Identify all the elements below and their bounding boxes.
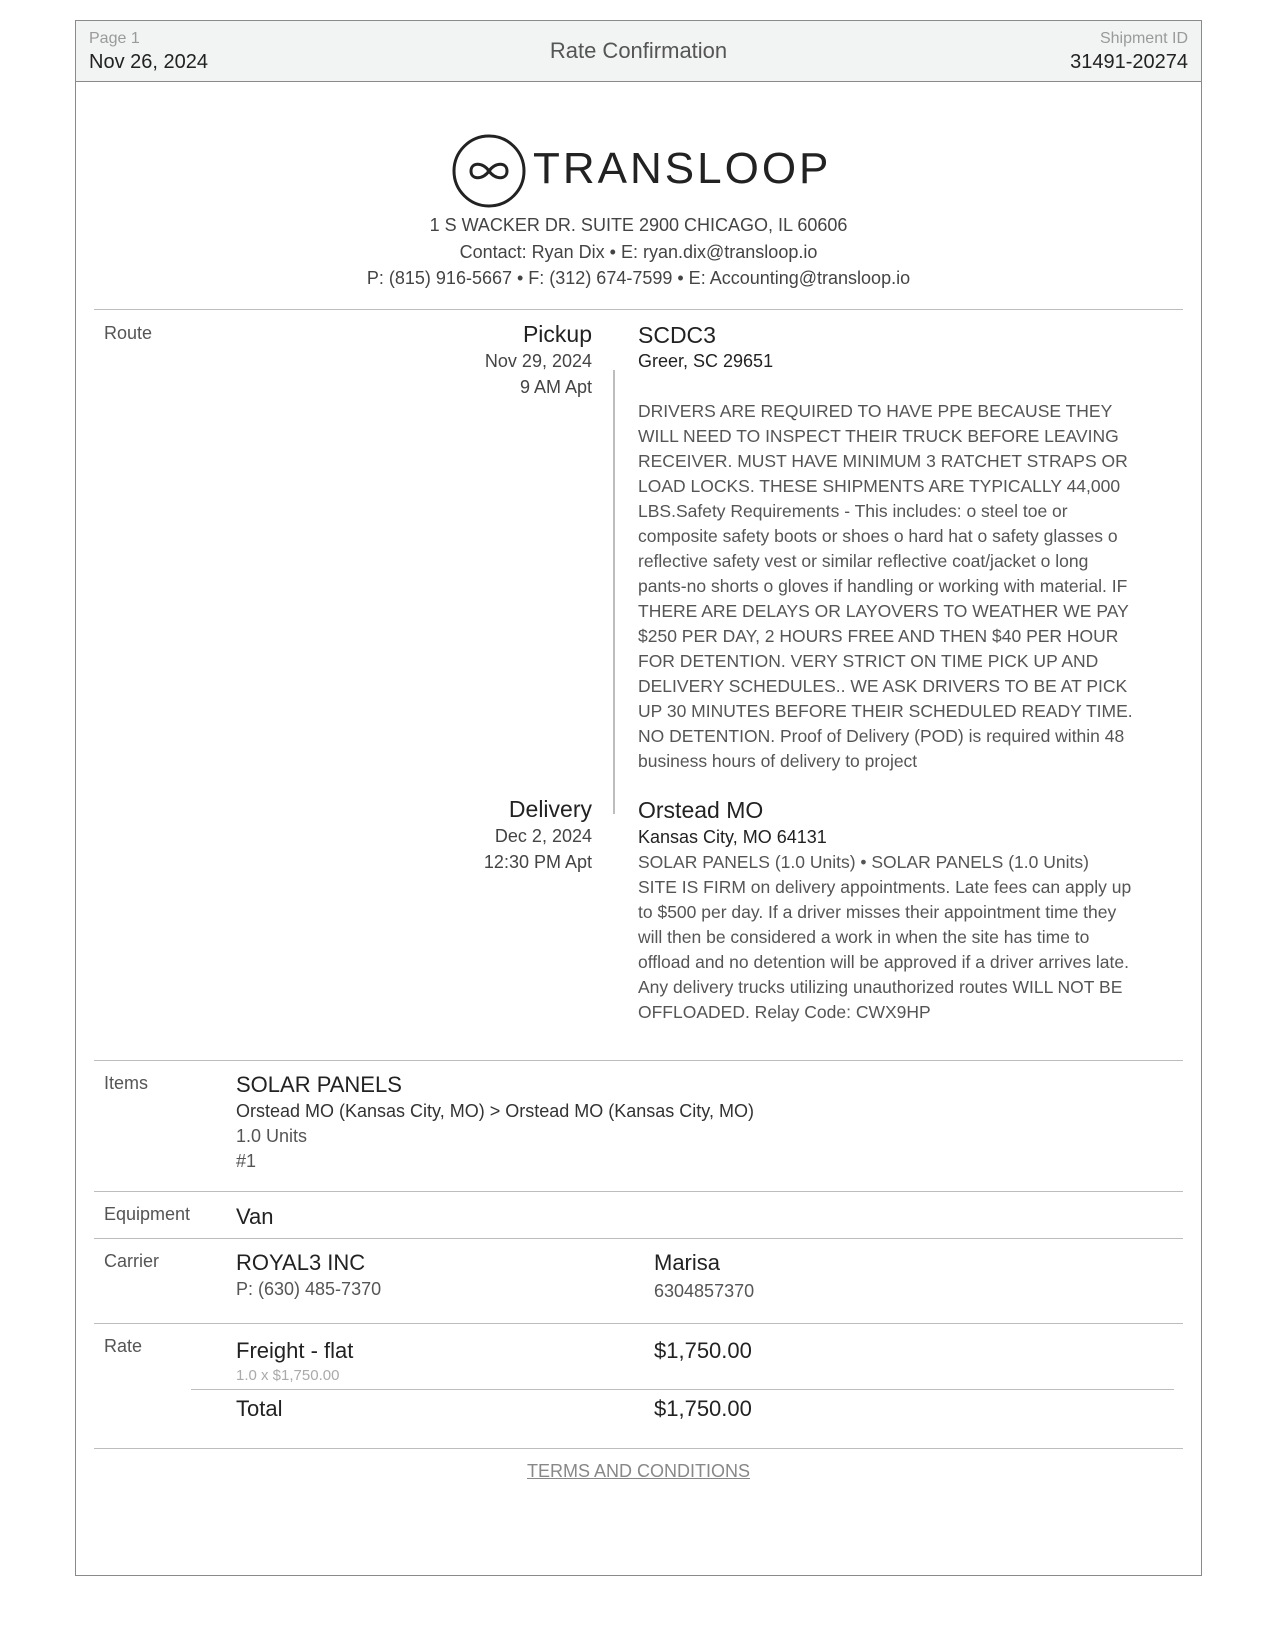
terms-and-conditions-link[interactable]: TERMS AND CONDITIONS [526, 1461, 750, 1481]
rate-label: Rate [104, 1336, 143, 1356]
divider [94, 309, 1183, 310]
item-lane: Orstead MO (Kansas City, MO) > Orstead MO (Kansas City, MO) [236, 1101, 754, 1121]
equipment-label: Equipment [104, 1204, 191, 1224]
company-contact: Contact: Ryan Dix • E: ryan.dix@transloop.io [459, 242, 818, 262]
rate-total-label: Total [236, 1396, 283, 1421]
document-header [76, 21, 1201, 82]
delivery-city: Kansas City, MO 64131 [638, 827, 827, 847]
logo-wordmark: TRANSLOOP [533, 144, 832, 193]
carrier-name: ROYAL3 INC [236, 1250, 366, 1275]
pickup-city: Greer, SC 29651 [638, 351, 774, 371]
document-title: Rate Confirmation [549, 38, 728, 63]
divider [94, 1323, 1183, 1324]
carrier-phone: P: (630) 485-7370 [236, 1279, 382, 1299]
pickup-location-name: SCDC3 [638, 322, 716, 348]
rate-confirmation-document [75, 20, 1202, 1576]
item-name: SOLAR PANELS [236, 1072, 402, 1097]
divider [94, 1238, 1183, 1239]
divider [94, 1448, 1183, 1449]
divider [94, 1191, 1183, 1192]
carrier-contact-phone: 6304857370 [654, 1281, 755, 1301]
divider [94, 1060, 1183, 1061]
pickup-notes: DRIVERS ARE REQUIRED TO HAVE PPE BECAUSE THEY WILL NEED TO INSPECT THEIR TRUCK BEFORE LEAVING RECEIVER. MUST HAVE MINIMUM 3 RATCHET STRAPS OR LOAD LOCKS. THESE SHIPMENTS ARE TYPICALLY 44,000 LBS.Safety Requirements - This includes: o steel toe or composite safety boots or shoes o hard hat o safety glasses o reflective safety vest or similar reflective coat/jacket o long pants-no shorts o gloves if handling or working with material. IF THERE ARE DELAYS OR LAYOVERS TO WEATHER WE PAY $250 PER DAY, 2 HOURS FREE AND THEN $40 PER HOUR FOR DETENTION. VERY STRICT ON TIME PICK UP AND DELIVERY SCHEDULES.. WE ASK DRIVERS TO BE AT PICK UP 30 MINUTES BEFORE THEIR SCHEDULED READY TIME. NO DETENTION. Proof of Delivery (POD) is required within 48 business hours of delivery to project [638, 401, 1133, 771]
carrier-contact-name: Marisa [654, 1250, 721, 1275]
rate-line-detail: 1.0 x $1,750.00 [236, 1367, 340, 1384]
rate-total-amount: $1,750.00 [654, 1396, 752, 1421]
items-label: Items [104, 1073, 149, 1093]
company-phones: P: (815) 916-5667 • F: (312) 674-7599 • E: Accounting@transloop.io [366, 268, 911, 288]
page-label: Page 1 [89, 30, 140, 47]
item-number: #1 [236, 1151, 257, 1171]
rate-line-amount: $1,750.00 [654, 1338, 752, 1363]
rate-total-divider [191, 1389, 1174, 1390]
route-timeline [613, 370, 615, 814]
delivery-date: Dec 2, 2024 [494, 826, 592, 846]
shipment-id: 31491-20274 [1070, 51, 1188, 73]
carrier-label: Carrier [104, 1251, 160, 1271]
delivery-title: Delivery [508, 796, 592, 822]
delivery-time: 12:30 PM Apt [483, 852, 592, 872]
pickup-title: Pickup [522, 321, 592, 347]
shipment-id-label: Shipment ID [1099, 30, 1188, 47]
delivery-location-name: Orstead MO [638, 797, 764, 823]
header-right [1070, 29, 1188, 76]
company-address: 1 S WACKER DR. SUITE 2900 CHICAGO, IL 60606 [429, 215, 848, 235]
pickup-time: 9 AM Apt [519, 377, 592, 397]
rate-line-name: Freight - flat [236, 1338, 354, 1363]
infinity-logo-icon [451, 133, 527, 209]
equipment-value: Van [236, 1204, 274, 1229]
delivery-items-line: SOLAR PANELS (1.0 Units) • SOLAR PANELS (1.0 Units) [638, 852, 1089, 872]
document-date: Nov 26, 2024 [89, 51, 208, 73]
item-units: 1.0 Units [236, 1126, 308, 1146]
company-logo [451, 131, 851, 211]
route-label: Route [104, 323, 153, 343]
delivery-notes: SITE IS FIRM on delivery appointments. Late fees can apply up to $500 per day. If a driver misses their appointment time they will then be considered a work in when the site has time to offload and no detention will be approved if a driver arrives late. Any delivery trucks utilizing unauthorized routes WILL NOT BE OFFLOADED. Relay Code: CWX9HP [638, 877, 1132, 1022]
pickup-date: Nov 29, 2024 [484, 351, 592, 371]
